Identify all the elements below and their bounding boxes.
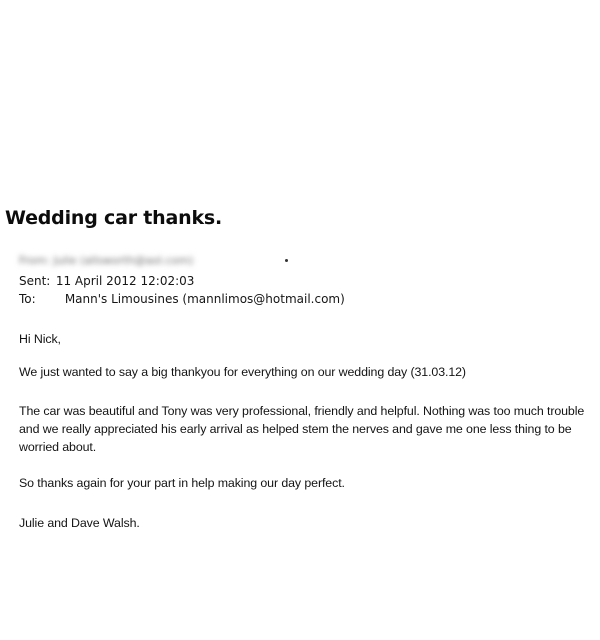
sent-label: Sent: <box>19 274 51 288</box>
body-paragraph-2: The car was beautiful and Tony was very professional, friendly and helpful. Nothing was too much trouble and we really appreciated his early arrival as helped stem the nerves and gave me one less thing to be worried about. <box>19 404 585 454</box>
scan-speck <box>285 259 288 262</box>
greeting: Hi Nick, <box>19 332 61 346</box>
sent-value: 11 April 2012 12:02:03 <box>55 274 195 288</box>
sent-row <box>19 274 194 288</box>
email-subject: Wedding car thanks. <box>5 207 223 229</box>
to-row <box>19 292 345 306</box>
from-line-text: From: Julie (allsworth@aol.com) <box>19 254 194 267</box>
body-paragraph-3: So thanks again for your part in help making our day perfect. <box>19 476 345 490</box>
body-paragraph-1: We just wanted to say a big thankyou for everything on our wedding day (31.03.12) <box>19 365 466 379</box>
to-value: Mann's Limousines (mannlimos@hotmail.com) <box>64 292 345 306</box>
signoff: Julie and Dave Walsh. <box>19 516 140 530</box>
from-line-redacted <box>19 251 204 265</box>
to-label: To: <box>19 292 36 306</box>
